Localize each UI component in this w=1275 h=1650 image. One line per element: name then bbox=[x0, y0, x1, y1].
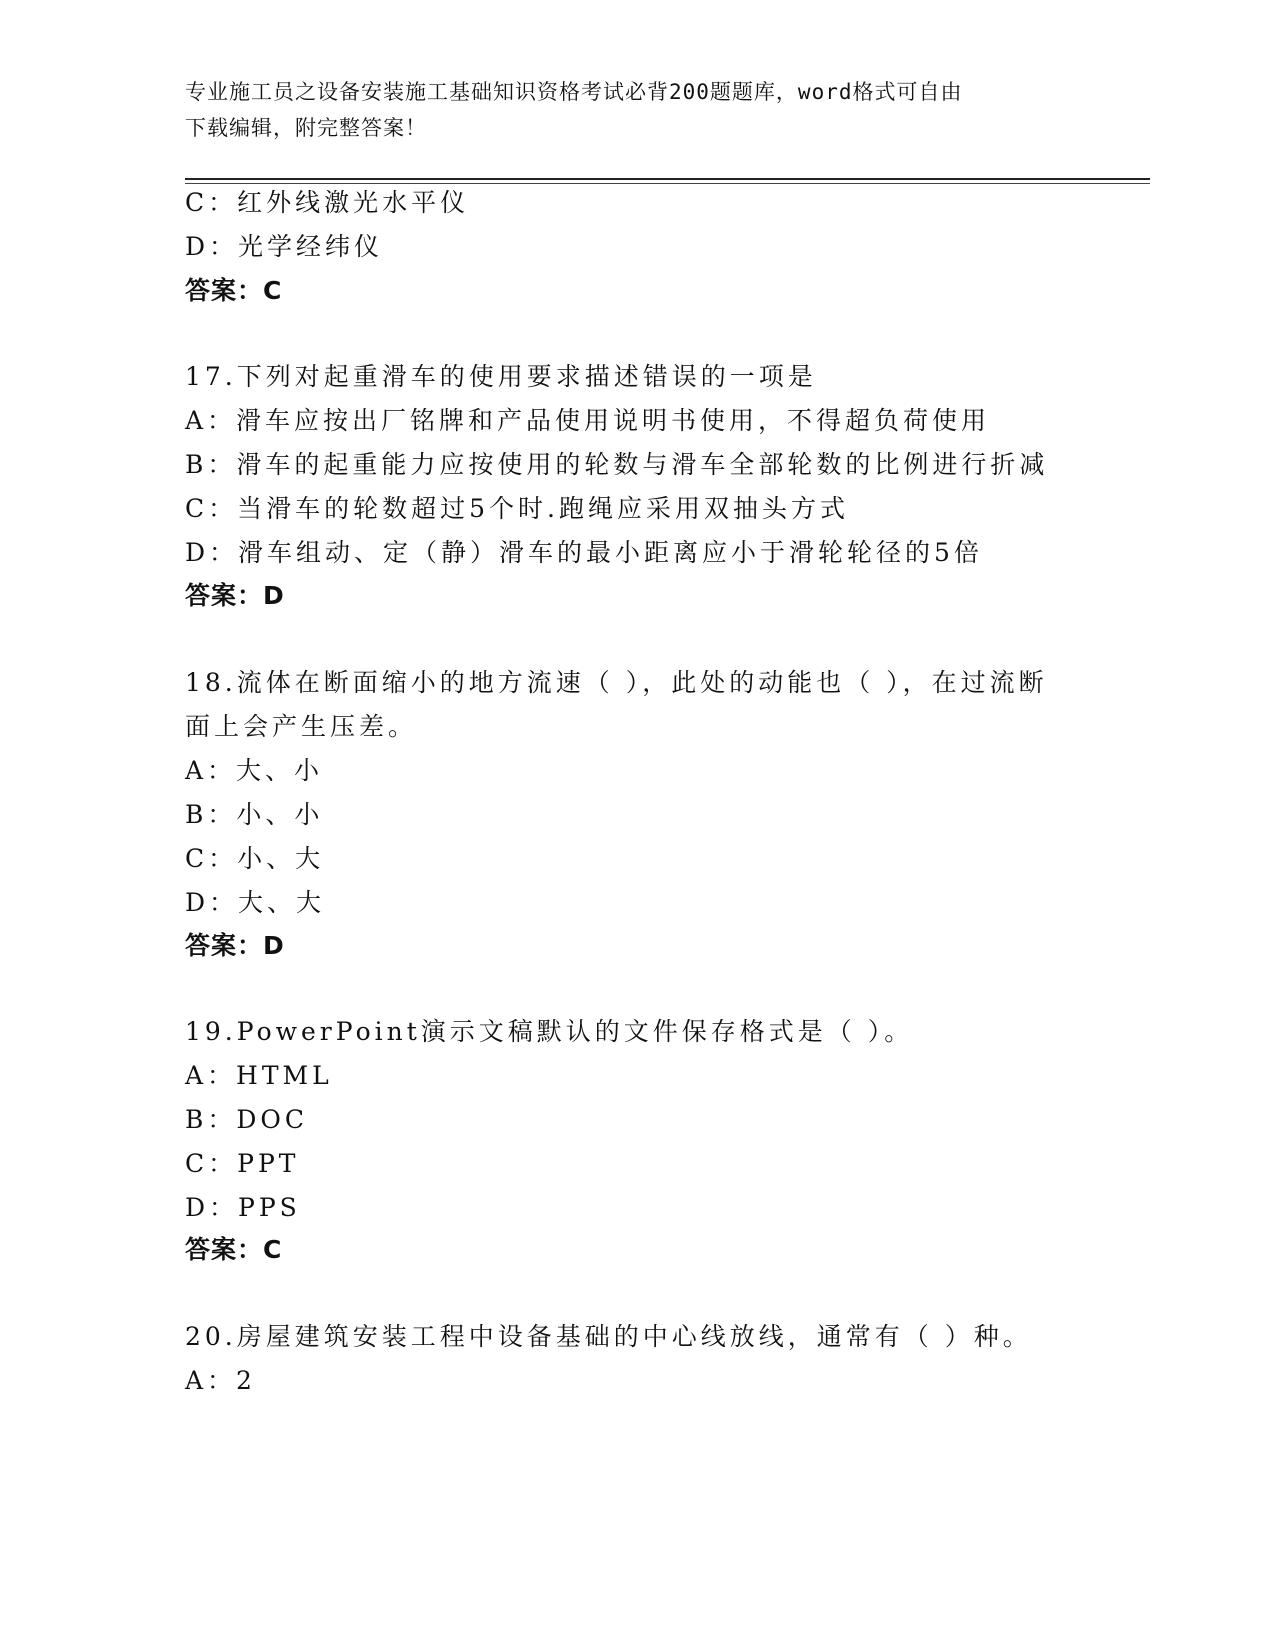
q20-title: 20.房屋建筑安装工程中设备基础的中心线放线，通常有（ ）种。 bbox=[185, 1322, 1032, 1351]
q17-title: 17.下列对起重滑车的使用要求描述错误的一项是 bbox=[185, 362, 817, 391]
q18-title-line-2: 面上会产生压差。 bbox=[185, 712, 418, 741]
q18-answer: 答案：D bbox=[185, 931, 285, 960]
q16-answer: 答案：C bbox=[185, 276, 283, 305]
q16-option-c: C：红外线激光水平仪 bbox=[185, 188, 470, 217]
q19-option-a: A：HTML bbox=[185, 1061, 333, 1090]
document-header bbox=[185, 74, 1085, 146]
q19-option-b: B：DOC bbox=[185, 1105, 309, 1134]
q18-option-b: B：小、小 bbox=[185, 800, 324, 829]
q18-option-d: D：大、大 bbox=[185, 888, 326, 917]
q17-option-b: B：滑车的起重能力应按使用的轮数与滑车全部轮数的比例进行折减 bbox=[185, 450, 1049, 479]
q17-option-d: D：滑车组动、定（静）滑车的最小距离应小于滑轮轮径的5倍 bbox=[185, 538, 983, 567]
q19-option-c: C：PPT bbox=[185, 1149, 300, 1178]
q19-answer: 答案：C bbox=[185, 1235, 283, 1264]
header-divider-thick bbox=[185, 178, 1150, 180]
q18-option-a: A：大、小 bbox=[185, 756, 324, 785]
q19-title: 19.PowerPoint演示文稿默认的文件保存格式是（ ）。 bbox=[185, 1017, 914, 1046]
q17-option-c: C：当滑车的轮数超过5个时.跑绳应采用双抽头方式 bbox=[185, 494, 849, 523]
q17-option-a: A：滑车应按出厂铭牌和产品使用说明书使用，不得超负荷使用 bbox=[185, 406, 991, 435]
header-line-2: 下载编辑，附完整答案！ bbox=[185, 116, 427, 140]
q18-option-c: C：小、大 bbox=[185, 844, 325, 873]
q16-option-d: D：光学经纬仪 bbox=[185, 232, 384, 261]
q17-answer: 答案：D bbox=[185, 581, 285, 610]
header-divider-thin bbox=[185, 183, 1150, 184]
header-line-1: 专业施工员之设备安装施工基础知识资格考试必背200题题库，word格式可自由 bbox=[185, 80, 963, 104]
q19-option-d: D：PPS bbox=[185, 1193, 301, 1222]
q20-option-a: A：2 bbox=[185, 1366, 256, 1395]
q18-title-line-1: 18.流体在断面缩小的地方流速（ ），此处的动能也（ ），在过流断 bbox=[185, 668, 1048, 697]
